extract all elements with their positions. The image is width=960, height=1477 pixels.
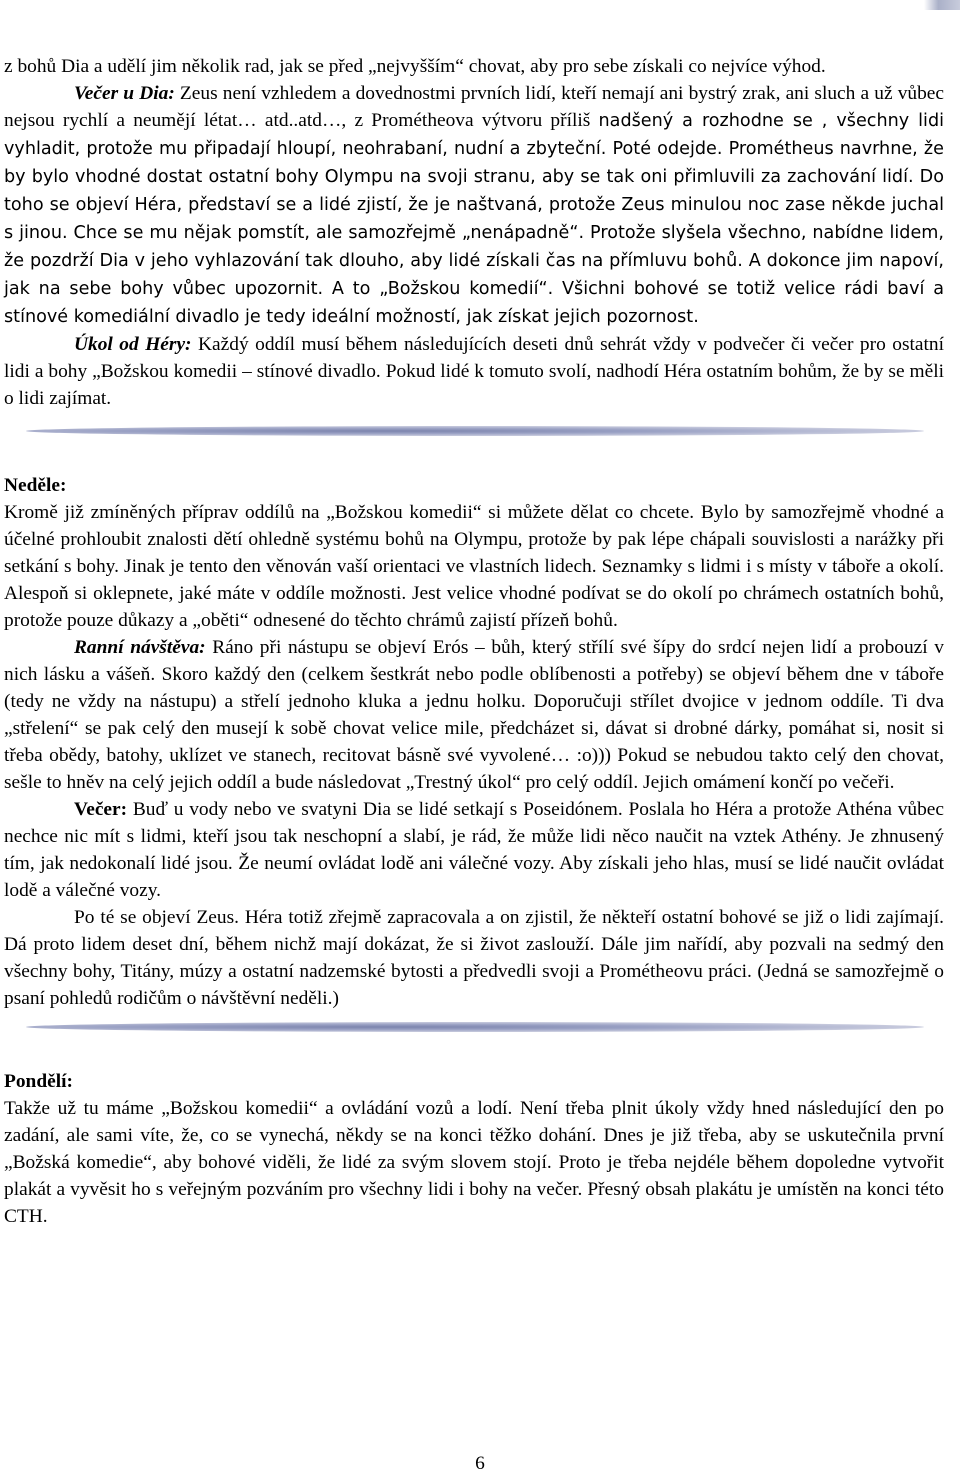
corner-ornament bbox=[924, 0, 960, 10]
text-vecer-u-dia-a: Zeus není vzhledem a dovednostmi prvních lidí, kteří nemají ani bystrý zrak, ani sluch a už vůbec nejsou rychlí a neumějí létat… atd..atd…, z Prométheova výtvoru příliš bbox=[4, 83, 945, 131]
document-page bbox=[4, 53, 944, 1230]
section-divider bbox=[26, 426, 924, 436]
label-vecer: Večer: bbox=[74, 799, 128, 820]
paragraph-pondeli: Takže už tu máme „Božskou komedii“ a ovládání vozů a lodí. Není třeba plnit úkoly vždy hned následující den po zadání, ale sami víte, že, co se vynechá, někdy se na konci těžko dohání. Dnes je již třeba, aby se uskutečnila první „Božská komedie“, aby bohové viděli, že lidé za svým slovem stojí. Proto je třeba nejdéle během dopoledne vytvořit plakát a vyvěsit ho s veřejným pozváním pro všechny lidi i bohy na večer. Přesný obsah plakátu je umístěn na konci této CTH. bbox=[4, 1098, 944, 1227]
paragraph-continuation: z bohů Dia a udělí jim několik rad, jak se před „nejvyšším“ chovat, aby pro sebe získali co nejvíce výhod. bbox=[4, 56, 826, 77]
paragraph-zeus: Po té se objeví Zeus. Héra totiž zřejmě zapracovala a on zjistil, že někteří ostatní bohové se již o lidi zajímají. Dá proto lidem deset dní, během nichž mají dokázat, že si život zaslouží. Dále jim nařídí, aby pozvali na sedmý den všechny bohy, Titány, múzy a ostatní nadzemské bytosti a předvedli svoji a Prométheovu práci. (Jedná se samozřejmě o psaní pohledů rodičům o návštěvní neděli.) bbox=[4, 907, 944, 1009]
paragraph-vecer bbox=[4, 796, 944, 904]
heading-pondeli: Pondělí: bbox=[4, 1071, 73, 1092]
heading-nedele: Neděle: bbox=[4, 475, 67, 496]
label-ukol-od-hery: Úkol od Héry: bbox=[74, 334, 192, 355]
text-ukol-od-hery: Každý oddíl musí během následujících deseti dnů sehrát vždy v podvečer či večer pro ostatní lidi a bohy „Božskou komedii – stínové divadlo. Pokud lidé k tomuto svolí, nadhodí Héra ostatním bohům, že by se měli o lidi zajímat. bbox=[4, 334, 944, 409]
section-divider bbox=[26, 1022, 924, 1032]
paragraph-ranni-navsteva bbox=[4, 634, 944, 796]
paragraph-nedele-intro: Kromě již zmíněných příprav oddílů na „Božskou komedii“ si můžete dělat co chcete. Bylo by samozřejmě vhodné a účelné prohloubit znalosti dětí ohledně systému bohů na Olympu, protože by pak lépe chápali souvislosti a narážky při setkání s bohy. Jinak je tento den věnován vaší orientaci ve vlastních lidech. Seznamky s lidmi i s místy v táboře a okolí. Alespoň si oklepnete, jaké máte v oddíle možnosti. Jest velice vhodné podívat se do okolí po chrámech ostatních bohů, protože pouze důkazy a „oběti“ odnesené do těchto chrámů zajistí přízeň bohů. bbox=[4, 502, 944, 631]
text-ranni-navsteva: Ráno při nástupu se objeví Erós – bůh, který střílí své šípy do srdcí nejen lidí a probouzí v nich lásku a vášeň. Skoro každý den (celkem šestkrát nebo podle oblíbenosti a potřeby) se objeví během dne v táboře (tedy ne vždy na nástupu) a střelí jednoho kluka a jednu holku. Doporučuji střílet dvojice v jednom oddíle. Ti dva „střelení“ se pak celý den musejí k sobě chovat velice mile, předcházet si, dávat si drobné dárky, pomáhat si, nosit si třeba obědy, batohy, uklízet ve stanech, recitovat básně své vyvolené… :o))) Pokud se nebudou takto celý den chovat, sešle to hněv na celý jejich oddíl a bude následovat „Trestný úkol“ pro celý oddíl. Jejich omámení končí po večeři. bbox=[4, 637, 944, 793]
label-ranni-navsteva: Ranní návštěva: bbox=[74, 637, 206, 658]
text-vecer: Buď u vody nebo ve svatyni Dia se lidé setkají s Poseidónem. Poslala ho Héra a protože Athéna vůbec nechce nic mít s lidmi, kteří jsou tak neschopní a slabí, je rád, že může lidi něco naučit na vztek Athény. Je zhnusený tím, jak nedokonalí lidé jsou. Že neumí ovládat lodě ani válečné vozy. Aby získali jeho hlas, musí se lidé naučit ovládat lodě a válečné vozy. bbox=[4, 799, 944, 901]
page-number: 6 bbox=[475, 1453, 485, 1474]
paragraph-ukol-od-hery bbox=[4, 331, 944, 412]
text-vecer-u-dia-b: nadšený a rozhodne se , všechny lidi vyhladit, protože mu připadají hloupí, neohrabaní, nudní a zbyteční. Poté odejde. Prométheus navrhne, že by bylo vhodné dostat ostatní bohy Olympu na svoji stranu, aby se tak oni přimluvili za zachování lidí. Do toho se objeví Héra, představí se a lidé zjistí, že je naštvaná, protože Zeus minulou noc zase někde juchal s jinou. Chce se mu nějak pomstít, ale samozřejmě „nenápadně“. Protože slyšela všechno, nabídne lidem, že pozdrží Dia v jeho vyhlazování tak dlouho, aby lidé získali čas na přímluvu bohů. A dokonce jim napoví, jak na sebe bohy vůbec upozornit. A to „Božskou komedií“. Všichni bohové se totiž velice rádi baví a stínové komediální divadlo je tedy ideální možností, jak získat jejich pozornost. bbox=[4, 111, 944, 327]
paragraph-vecer-u-dia bbox=[4, 80, 944, 331]
label-vecer-u-dia: Večer u Dia: bbox=[74, 83, 175, 104]
